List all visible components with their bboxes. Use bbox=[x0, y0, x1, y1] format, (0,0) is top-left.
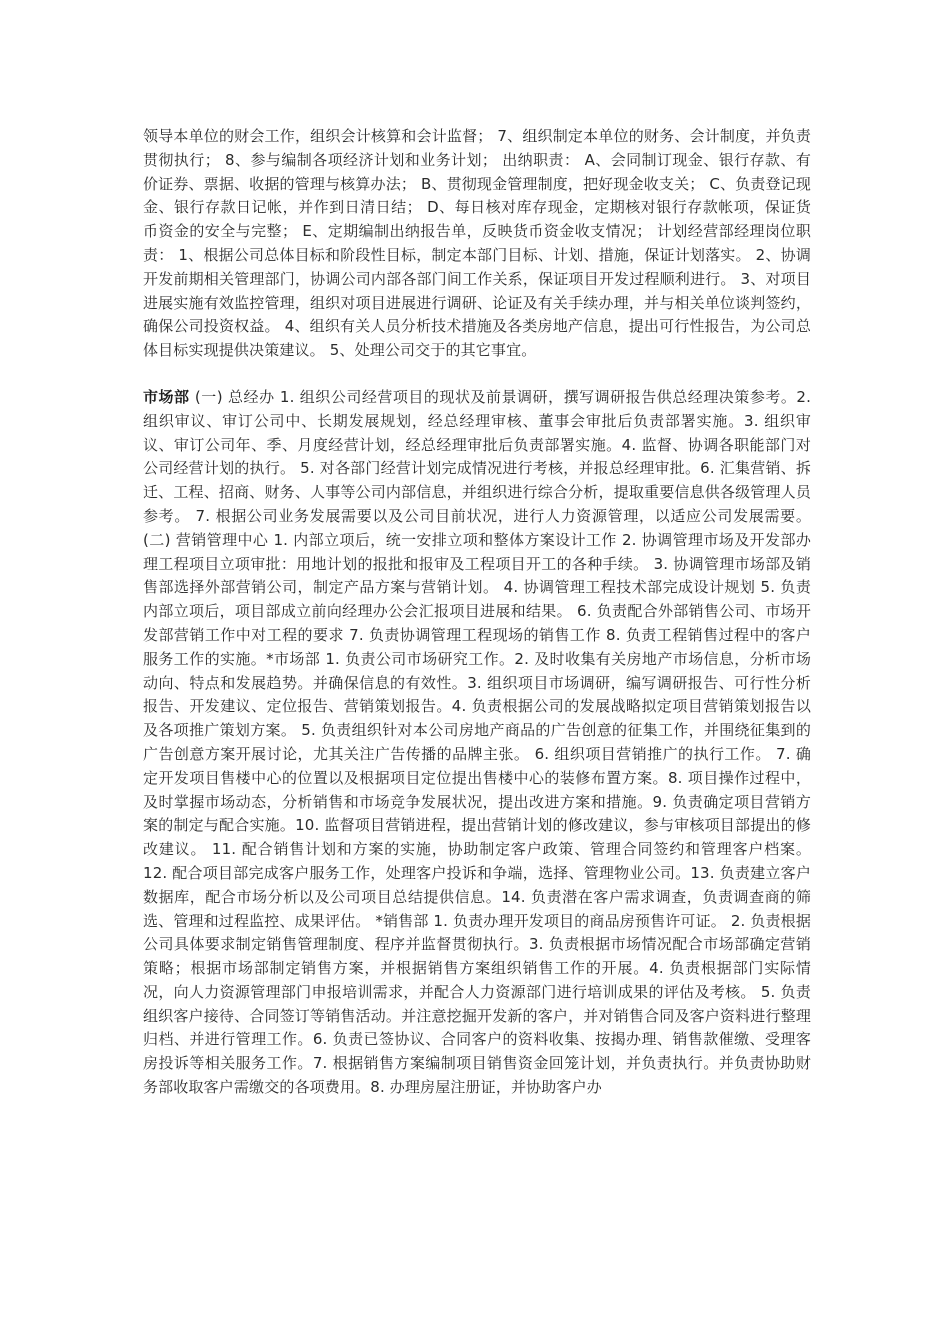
paragraph-market-department bbox=[143, 386, 811, 1100]
section-heading: 市场部 bbox=[143, 387, 190, 406]
paragraph-text: (一) 总经办 1. 组织公司经营项目的现状及前景调研，撰写调研报告供总经理决策参考。2. 组织审议、审订公司中、长期发展规划，经总经理审核、董事会审批后负责部署实施。3. 组织审议、审订公司年、季、月度经营计划，经总经理审批后负责部署实施。4. 监督、协调各职能部门对公司经营计划的执行。 5. 对各部门经营计划完成情况进行考核，并报总经理审批。6. 汇集营销、拆迁、工程、招商、财务、人事等公司内部信息，并组织进行综合分析，提取重要信息供各级管理人员参考。 7. 根据公司业务发展需要以及公司目前状况，进行人力资源管理，以适应公司发展需要。 (二) 营销管理中心 1. 内部立项后，统一安排立项和整体方案设计工作 2. 协调管理市场及开发部办理工程项目立项审批：用地计划的报批和报审及工程项目开工的各种手续。 3. 协调管理市场部及销售部选择外部营销公司，制定产品方案与营销计划。 4. 协调管理工程技术部完成设计规划 5. 负责内部立项后，项目部成立前向经理办公会汇报项目进展和结果。 6. 负责配合外部销售公司、市场开发部营销工作中对工程的要求 7. 负责协调管理工程现场的销售工作 8. 负责工程销售过程中的客户服务工作的实施。*市场部 1. 负责公司市场研究工作。2. 及时收集有关房地产市场信息，分析市场动向、特点和发展趋势。并确保信息的有效性。3. 组织项目市场调研，编写调研报告、可行性分析报告、开发建议、定位报告、营销策划报告。4. 负责根据公司的发展战略拟定项目营销策划报告以及各项推广策划方案。 5. 负责组织针对本公司房地产商品的广告创意的征集工作，并围绕征集到的广告创意方案开展讨论，尤其关注广告传播的品牌主张。 6. 组织项目营销推广的执行工作。 7. 确定开发项目售楼中心的位置以及根据项目定位提出售楼中心的装修布置方案。8. 项目操作过程中，及时掌握市场动态，分析销售和市场竞争发展状况，提出改进方案和措施。9. 负责确定项目营销方案的制定与配合实施。10. 监督项目营销进程，提出营销计划的修改建议，参与审核项目部提出的修改建议。 11. 配合销售计划和方案的实施，协助制定客户政策、管理合同签约和管理客户档案。 12. 配合项目部完成客户服务工作，处理客户投诉和争端，选择、管理物业公司。13. 负责建立客户数据库，配合市场分析以及公司项目总结提供信息。14. 负责潜在客户需求调查，负责调查商的筛选、管理和过程监控、成果评估。 *销售部 1. 负责办理开发项目的商品房预售许可证。 2. 负责根据公司具体要求制定销售管理制度、程序并监督贯彻执行。3. 负责根据市场情况配合市场部确定营销策略；根据市场部制定销售方案，并根据销售方案组织销售工作的开展。4. 负责根据部门实际情况，向人力资源管理部门申报培训需求，并配合人力资源部门进行培训成果的评估及考核。 5. 负责组织客户接待、合同签订等销售活动。并注意挖掘开发新的客户，并对销售合同及客户资料进行整理归档、并进行管理工作。6. 负责已签协议、合同客户的资料收集、按揭办理、销售款催缴、受理客房投诉等相关服务工作。7. 根据销售方案编制项目销售资金回笼计划，并负责执行。并负责协助财务部收取客户需缴交的各项费用。8. 办理房屋注册证，并协助客户办 bbox=[143, 387, 811, 1097]
paragraph-finance-planning bbox=[143, 125, 811, 363]
document-body bbox=[143, 125, 811, 1100]
paragraph-text: 领导本单位的财会工作，组织会计核算和会计监督； 7、组织制定本单位的财务、会计制度，并负责贯彻执行； 8、参与编制各项经济计划和业务计划； 出纳职责： A、会同制订现金、银行存款、有价证券、票据、收据的管理与核算办法； B、贯彻现金管理制度，把好现金收支关； C、负责登记现金、银行存款日记帐，并作到日清日结； D、每日核对库存现金，定期核对银行存款帐项，保证货币资金的安全与完整； E、定期编制出纳报告单，反映货币资金收支情况； 计划经营部经理岗位职责： 1、根据公司总体目标和阶段性目标，制定本部门目标、计划、措施，保证计划落实。 2、协调开发前期相关管理部门，协调公司内部各部门间工作关系，保证项目开发过程顺利进行。 3、对项目进展实施有效监控管理，组织对项目进展进行调研、论证及有关手续办理，并与相关单位谈判签约，确保公司投资权益。 4、组织有关人员分析技术措施及各类房地产信息，提出可行性报告，为公司总体目标实现提供决策建议。 5、处理公司交于的其它事宜。 bbox=[143, 127, 811, 360]
